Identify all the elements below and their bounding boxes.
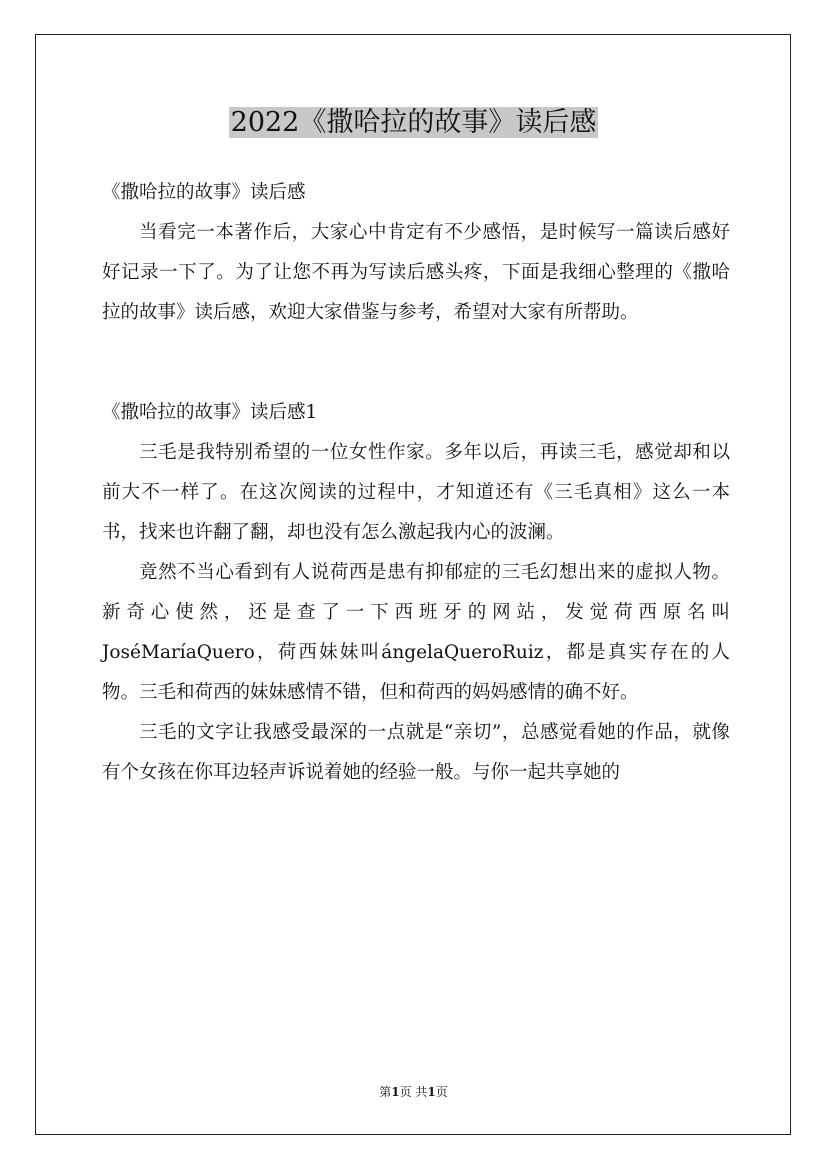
footer-prefix: 第 [379, 1085, 392, 1099]
footer-total-pages: 1 [427, 1085, 436, 1099]
page-footer [0, 1083, 827, 1101]
body-paragraph: 竟然不当心看到有人说荷西是患有抑郁症的三毛幻想出来的虚拟人物。新奇心使然，还是查了一下西班牙的网站，发觉荷西原名叫JoséMaríaQuero，荷西妹妹叫ángelaQueroRuiz，都是真实存在的人物。三毛和荷西的妹妹感情不错，但和荷西的妈妈感情的确不好。 [102, 562, 730, 703]
document-title [0, 103, 827, 143]
intro-paragraph: 当看完一本著作后，大家心中肯定有不少感悟，是时候写一篇读后感好好记录一下了。为了让您不再为写读后感头疼，下面是我细心整理的《撒哈拉的故事》读后感，欢迎大家借鉴与参考，希望对大家有所帮助。 [102, 222, 730, 323]
footer-suffix: 页 [435, 1085, 448, 1099]
document-title-text: 2022《撒哈拉的故事》读后感 [230, 107, 597, 138]
document-subtitle: 《撒哈拉的故事》读后感 [102, 182, 306, 203]
footer-mid: 页 共 [399, 1085, 428, 1099]
section-spacer [102, 333, 730, 393]
body-paragraph: 三毛的文字让我感受最深的一点就是“亲切”，总感觉看她的作品，就像有个女孩在你耳边轻声诉说着她的经验一般。与你一起共享她的 [102, 722, 730, 783]
document-body [102, 173, 730, 793]
section-heading: 《撒哈拉的故事》读后感1 [102, 402, 318, 423]
footer-current-page: 1 [391, 1085, 400, 1099]
body-paragraph: 三毛是我特别希望的一位女性作家。多年以后，再读三毛，感觉却和以前大不一样了。在这次阅读的过程中，才知道还有《三毛真相》这么一本书，找来也许翻了翻，却也没有怎么激起我内心的波澜。 [102, 442, 730, 543]
